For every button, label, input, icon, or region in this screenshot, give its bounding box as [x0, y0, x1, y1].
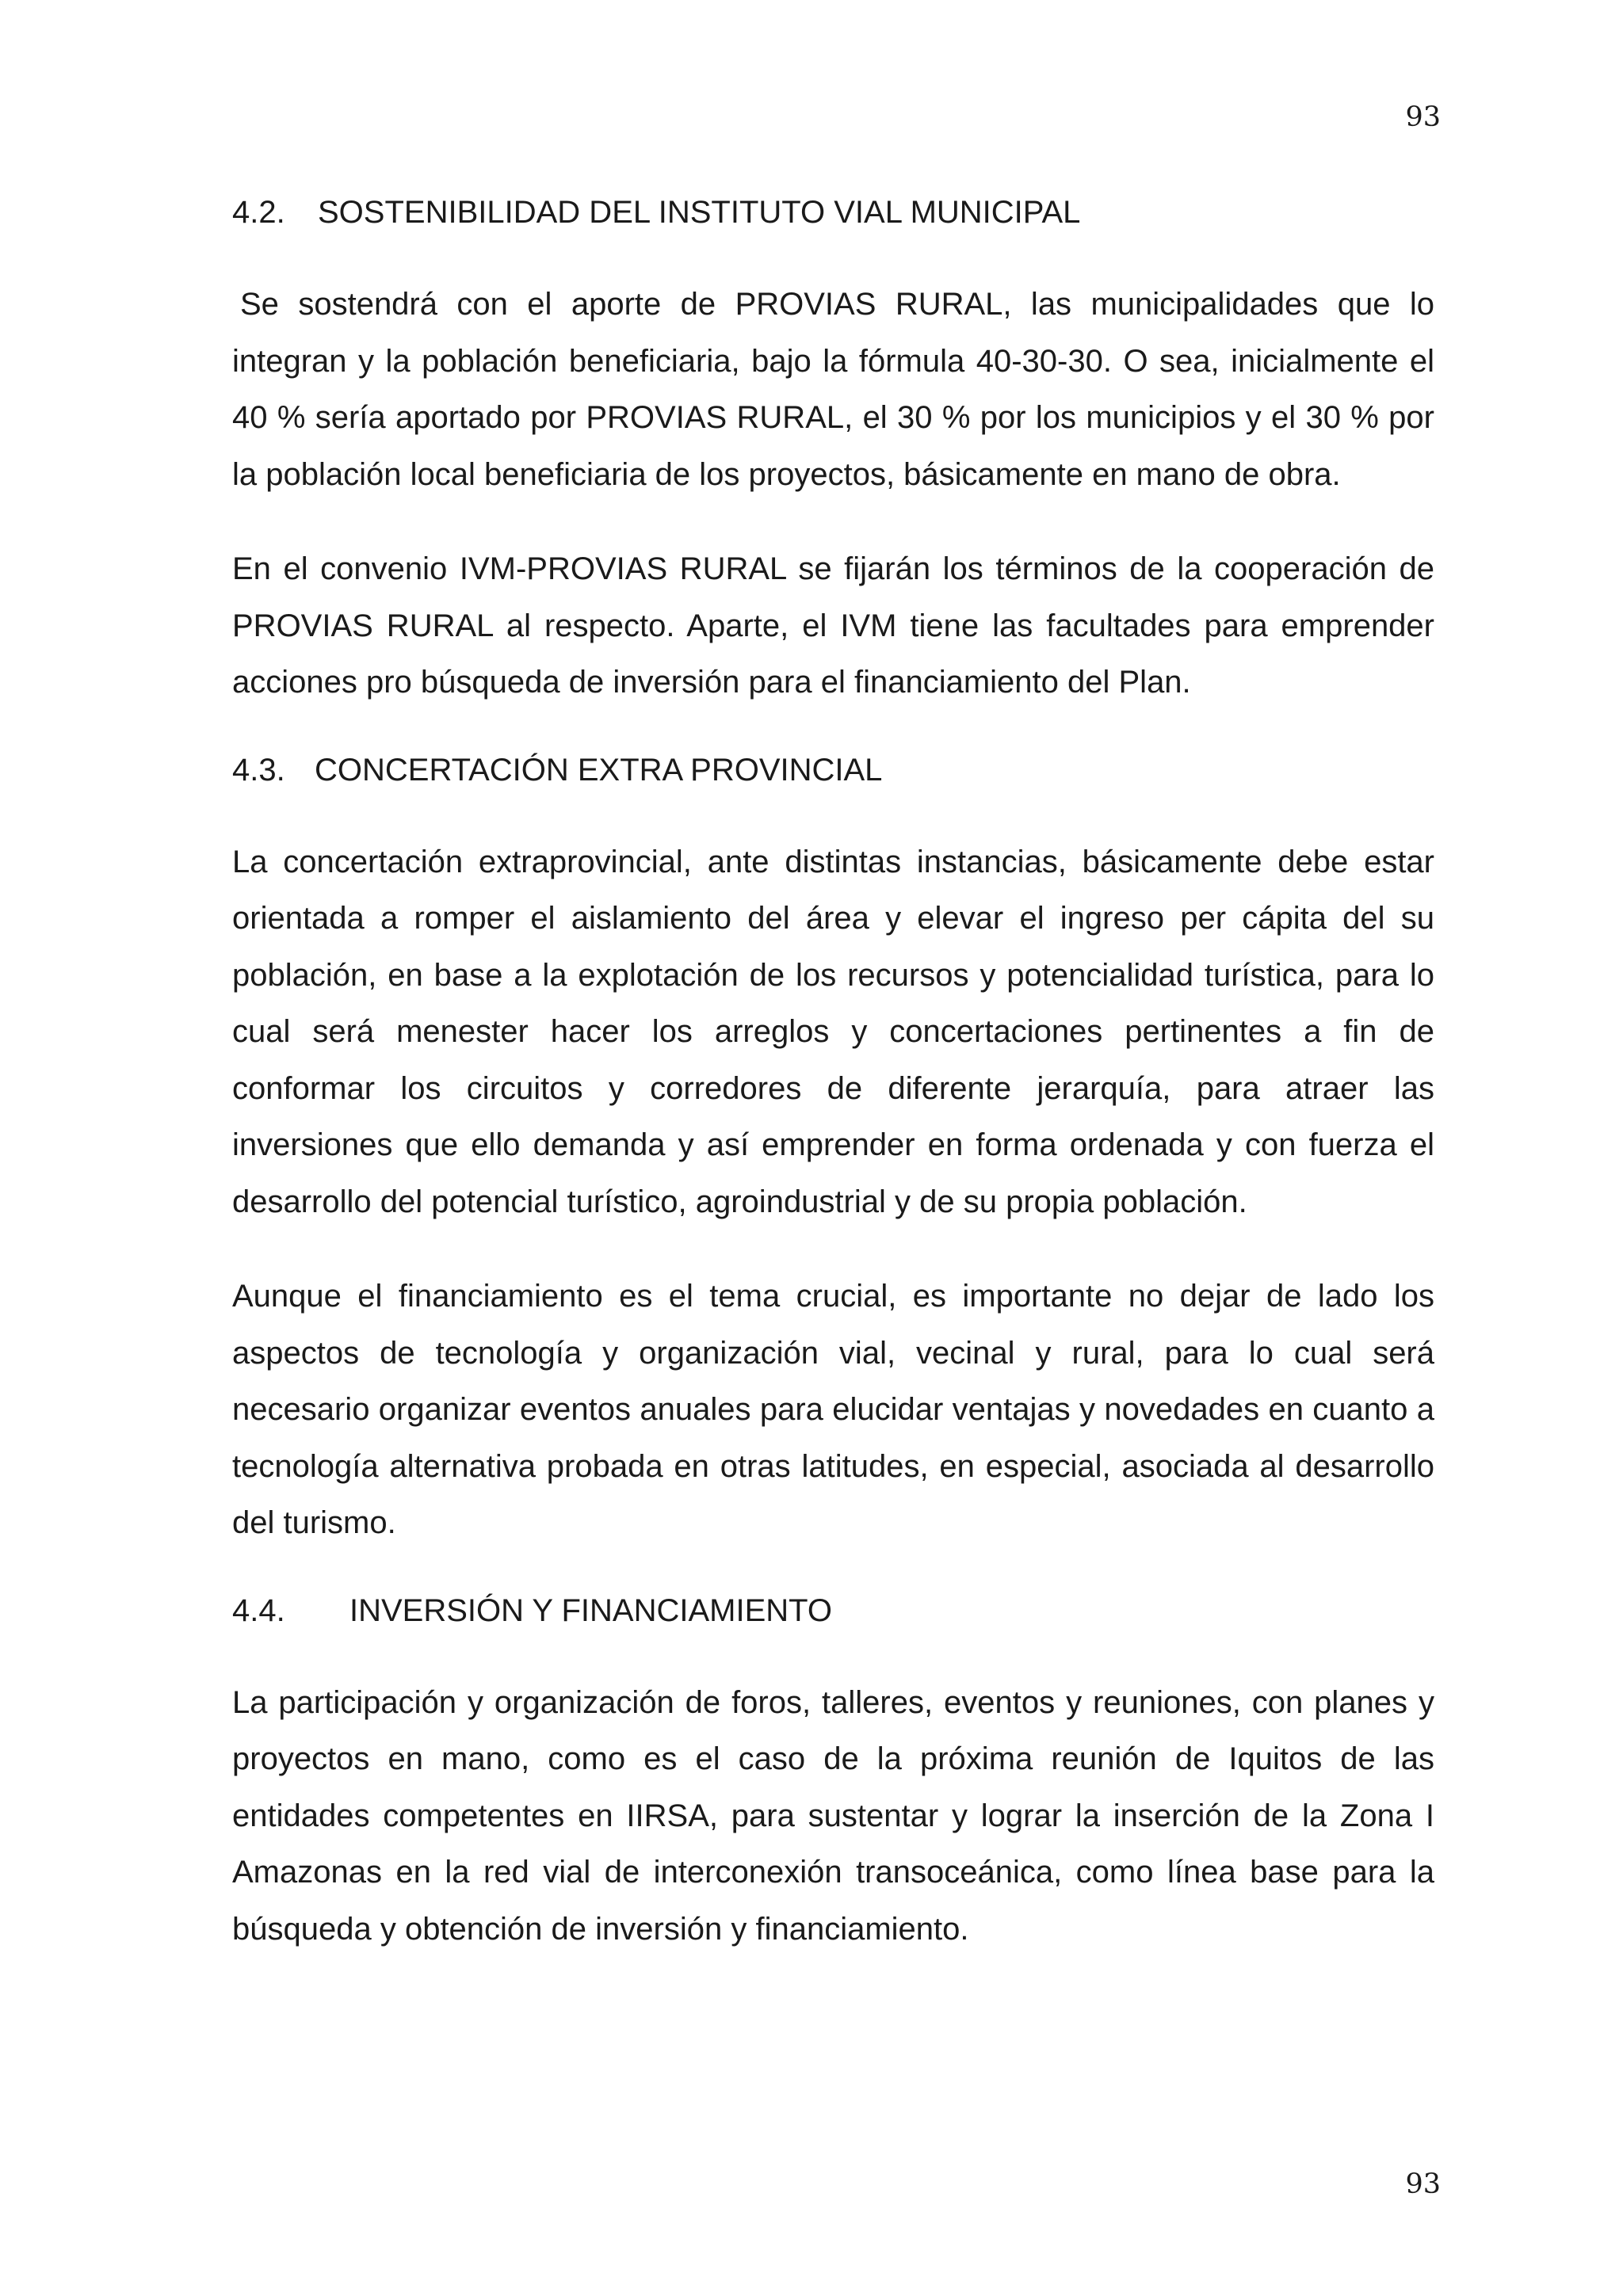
section-number: 4.4. [232, 1592, 285, 1628]
paragraph: La participación y organización de foros, talleres, eventos y reuniones, con planes y proyectos en mano, como es el caso de la próxima reunión de Iquitos de las entidades competentes en IIRSA, para sustentar y lograr la inserción de la Zona I Amazonas en la red vial de interconexión transoceánica, como línea base para la búsqueda y obtención de inversión y financiamiento. [232, 1684, 1434, 1947]
page-number-top: 93 [1405, 101, 1441, 133]
paragraph: Aunque el financiamiento es el tema crucial, es importante no dejar de lado los aspectos de tecnología y organización vial, vecinal y rural, para lo cual será necesario organizar eventos anuales para elucidar ventajas y novedades en cuanto a tecnología alternativa probada en otras latitudes, en especial, asociada al desarrollo del turismo. [232, 1279, 1434, 1540]
paragraph: Se sostendrá con el aporte de PROVIAS RURAL, las municipalidades que lo integran y la población beneficiaria, bajo la fórmula 40-30-30. O sea, inicialmente el 40 % sería aportado por PROVIAS RURAL, el 30 % por los municipios y el 30 % por la población local beneficiaria de los proyectos, básicamente en mano de obra. [232, 287, 1434, 492]
section-heading-4-4 [232, 1590, 1434, 1631]
section-title: INVERSIÓN Y FINANCIAMIENTO [349, 1592, 833, 1628]
page-number-bottom: 93 [1405, 2168, 1441, 2200]
paragraph: La concertación extraprovincial, ante distintas instancias, básicamente debe estar orientada a romper el aislamiento del área y elevar el ingreso per cápita del su población, en base a la explotación de los recursos y potencialidad turística, para lo cual será menester hacer los arreglos y concertaciones pertinentes a fin de conformar los circuitos y corredores de diferente jerarquía, para atraer las inversiones que ello demanda y así emprender en forma ordenada y con fuerza el desarrollo del potencial turístico, agroindustrial y de su propia población. [232, 844, 1434, 1219]
section-title: CONCERTACIÓN EXTRA PROVINCIAL [315, 752, 883, 788]
document-body [232, 192, 1434, 1958]
section-number: 4.2. [232, 195, 285, 230]
section-title: SOSTENIBILIDAD DEL INSTITUTO VIAL MUNICIPAL [318, 195, 1081, 230]
section-heading-4-3 [232, 749, 1434, 791]
section-heading-4-2 [232, 192, 1434, 233]
section-number: 4.3. [232, 752, 285, 788]
paragraph: En el convenio IVM-PROVIAS RURAL se fijarán los términos de la cooperación de PROVIAS RURAL al respecto. Aparte, el IVM tiene las facultades para emprender acciones pro búsqueda de inversión para el financiamiento del Plan. [232, 551, 1434, 700]
